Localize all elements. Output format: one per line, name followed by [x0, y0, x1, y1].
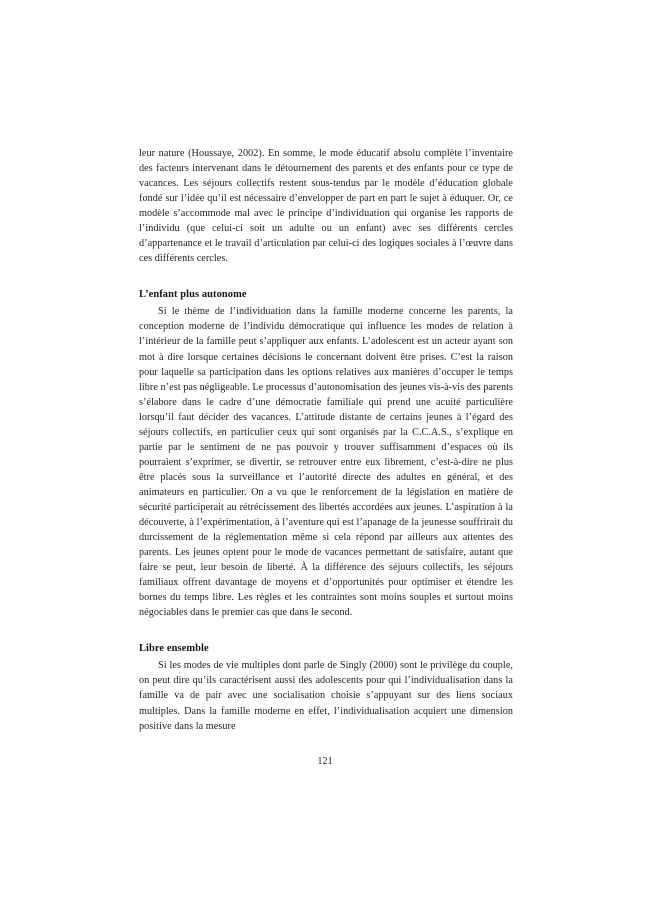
spacer — [139, 266, 513, 287]
spacer — [139, 620, 513, 641]
page-text-column — [139, 146, 513, 734]
body-paragraph: Si les modes de vie multiples dont parle de Singly (2000) sont le privilège du couple, on peut dire qu’ils caractérisent aussi des adolescents pour qui l’individualisation dans la famille va de pair avec une socialisation choisie s’appuyant sur des liens sociaux multiples. Dans la famille moderne en effet, l’individualisation acquiert une dimension positive dans la mesure — [139, 660, 513, 732]
section-heading-enfant-plus-autonome: L’enfant plus autonome — [139, 289, 247, 301]
page-number: 121 — [317, 756, 333, 767]
body-paragraph: Si le thème de l’individuation dans la famille moderne concerne les parents, la conception moderne de l’individu démocratique qui influence les modes de relation à l’intérieur de la famille peut s’appliquer aux enfants. L’adolescent est un acteur ayant son mot à dire lorsque certaines décisions le concernant doivent être prises. C’est la raison pour laquelle sa participation dans les options relatives aux manières d’occuper le temps libre n’est pas négligeable. Le processus d’autonomisation des jeunes vis-à-vis des parents s’élabore dans le cadre d’une démocratie familiale qui prend une acuité particulière lorsqu’il faut décider des vacances. L’attitude distante de certains jeunes à l’égard des séjours collectifs, en particulier ceux qui sont organisés par la C.C.A.S., s’explique en partie par le sentiment de ne pas pouvoir y trouver suffisamment d’espaces où ils pourraient s’exprimer, se divertir, se retrouver entre eux librement, c’est-à-dire ne plus être placés sous la surveillance et l’autorité directe des adultes en général, et des animateurs en particulier. On a vu que le renforcement de la législation en matière de sécurité participerait au rétrécissement des libertés accordées aux jeunes. L’aspiration à la découverte, à l’expérimentation, à l’aventure qui est l’apanage de la jeunesse souffrirait du durcissement de la réglementation même si cela répond par ailleurs aux attentes des parents. Les jeunes optent pour le mode de vacances permettant de satisfaire, autant que faire se peut, leur besoin de liberté. À la différence des séjours collectifs, les séjours familiaux offrent davantage de moyens et d’opportunités pour optimiser et étendre les bornes du temps libre. Les règles et les contraintes sont moins souples et surtout moins négociables dans le premier cas que dans le second. — [139, 306, 513, 619]
section-heading-libre-ensemble: Libre ensemble — [139, 643, 209, 655]
body-paragraph: leur nature (Houssaye, 2002). En somme, le mode éducatif absolu complète l’inventaire des facteurs intervenant dans le détournement des parents et des enfants pour ce type de vacances. Les séjours collectifs restent sous-tendus par le modèle d’éducation globale fondé sur l’idée qu’il est nécessaire d’envelopper de part en part le sujet à éduquer. Or, ce modèle s’accommode mal avec le principe d’individuation qui organise les rapports de l’individu (que celui-ci soit un adulte ou un enfant) avec ses différents cercles d’appartenance et le travail d’articulation par celui-ci des logiques sociales à l’œuvre dans ces différents cercles. — [139, 148, 513, 265]
